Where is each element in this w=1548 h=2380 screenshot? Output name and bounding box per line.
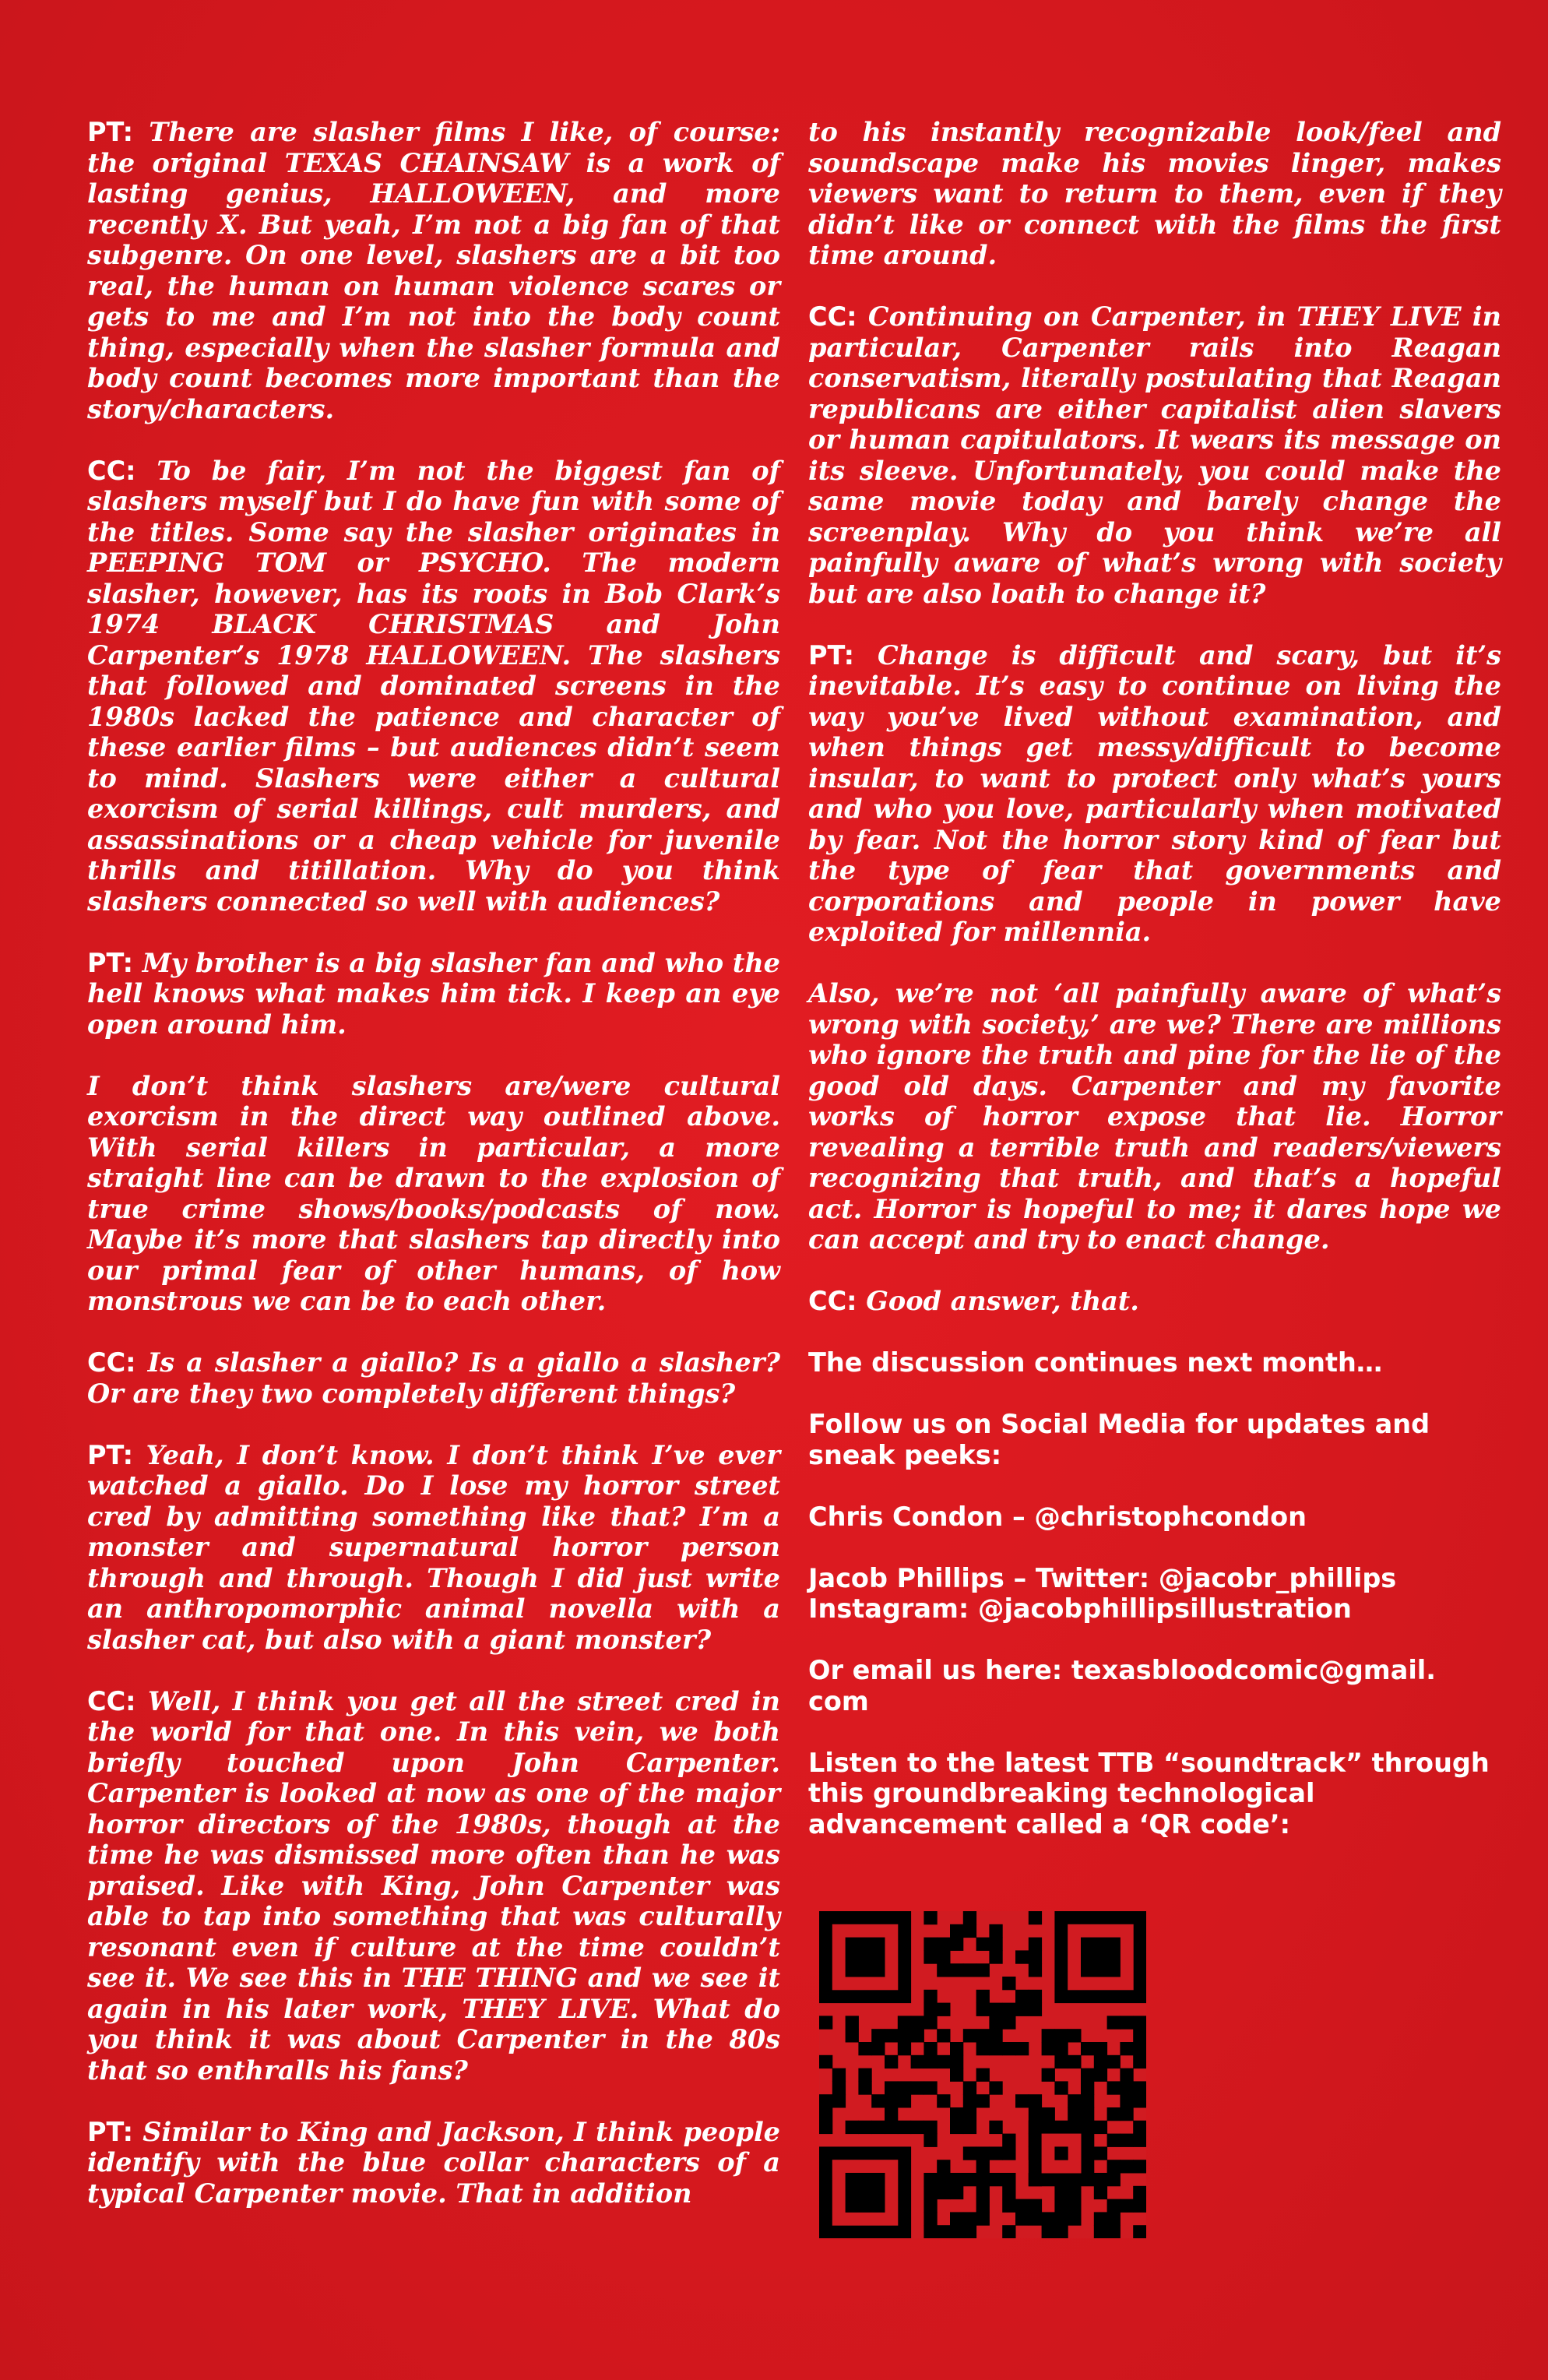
qr-module: [989, 2042, 1002, 2055]
qr-module: [1002, 1977, 1015, 1990]
qr-module: [898, 2081, 911, 2094]
paragraph-text: Well, I think you get all the street cred in the world for that one. In this vein, we both briefly touched upon John Carpenter. Carpenter is looked at now as one of the major horror directors of the 1980s, though at the time he was dismissed more often than he was praised. Like with King, John Carpenter was able to tap into something that was culturally resonant even if culture at the time couldn’t see it. We see this in THE THING and we see it again in his later work, THEY LIVE. What do you think it was about Carpenter in the 80s that so enthralls his fans?: [87, 1685, 780, 2086]
qr-module: [898, 2029, 911, 2042]
paragraph: [87, 1440, 780, 1656]
qr-module: [1042, 2107, 1055, 2121]
qr-module: [1081, 2042, 1094, 2055]
qr-module: [1054, 2199, 1068, 2213]
speaker-label: CC:: [808, 301, 857, 332]
qr-module: [1068, 2199, 1081, 2213]
jacob-social: [808, 1563, 1501, 1625]
qr-module: [1002, 2134, 1015, 2147]
paragraph-text: Continuing on Carpenter, in THEY LIVE in particular, Carpenter rails into Reagan conservatism, literally postulating that Reagan republicans are either capitalist alien slavers or human capitulators. It wears its message on its sleeve. Unfortunately, you could make the same movie today and barely change the screenplay. Why do you think we’re all painfully aware of what’s wrong with society but are also loath to change it?: [808, 301, 1501, 609]
qr-module: [898, 2016, 911, 2029]
follow-note: Follow us on Social Media for updates and sneak peeks:: [808, 1409, 1430, 1470]
qr-module: [976, 2094, 990, 2107]
qr-module: [1042, 2212, 1055, 2225]
qr-module: [1133, 2225, 1146, 2238]
qr-module: [924, 1938, 937, 1951]
qr-module: [1133, 2134, 1146, 2147]
qr-module: [1094, 2042, 1107, 2055]
paragraph-text: I don’t think slashers are/were cultural exorcism in the direct way outlined above. With serial killers in particular, a more straight line can be drawn to the explosion of true crime shows/books/podcasts of now. Maybe it’s more that slashers tap directly into our primal fear of other humans, of how monstrous we can be to each other.: [87, 1070, 780, 1316]
right-column: [808, 117, 1501, 1840]
qr-module: [1107, 2016, 1121, 2029]
paragraph-text: Yeah, I don’t know. I don’t think I’ve ever watched a giallo. Do I lose my horror street cred by admitting something like that? I’m a monster and supernatural horror person through and through. Though I did just write an anthropomorphic animal novella with a slasher cat, but also with a giant monster?: [87, 1439, 780, 1655]
qr-module: [1107, 2107, 1121, 2121]
qr-module: [885, 2107, 898, 2121]
qr-module: [871, 2042, 885, 2055]
chris-social: Chris Condon – @christophcondon: [808, 1501, 1307, 1532]
qr-module: [989, 2146, 1002, 2160]
qr-module: [1133, 2121, 1146, 2134]
qr-module: [1002, 2199, 1015, 2213]
qr-module: [924, 2212, 937, 2225]
paragraph: [808, 978, 1501, 1255]
qr-module: [1094, 2146, 1107, 2160]
qr-module: [937, 2186, 950, 2199]
qr-module: [976, 2199, 990, 2213]
qr-module: [1029, 1950, 1042, 1963]
qr-module: [1094, 2173, 1107, 2186]
paragraph-text: Change is difficult and scary, but it’s inevitable. It’s easy to continue on living the way you’ve lived without examination, and when things get messy/difficult to become insular, to want to protect only what’s yours and who you love, particularly when motivated by fear. Not the horror story kind of fear but the type of fear that governments and corporations and people in power have exploited for millennia.: [808, 639, 1501, 947]
paragraph-text: Also, we’re not ‘all painfully aware of what’s wrong with society,’ are we? There are millions who ignore the truth and pine for the lie of the good old days. Carpenter and my favorite works of horror expose that lie. Horror revealing a terrible truth and readers/viewers recognizing that truth, and that’s a hopeful act. Horror is hopeful to me; it dares hope we can accept and try to enact change.: [808, 978, 1501, 1255]
speaker-label: CC:: [87, 1685, 136, 1716]
paragraph: [87, 456, 780, 917]
qr-module: [1015, 2199, 1029, 2213]
qr-module: [976, 2003, 990, 2016]
qr-module: [1107, 2199, 1121, 2213]
qr-module: [924, 2134, 937, 2147]
qr-module: [963, 2107, 976, 2121]
speaker-label: PT:: [87, 117, 133, 147]
qr-module: [924, 1990, 937, 2003]
qr-module: [950, 1938, 963, 1951]
qr-module: [989, 2121, 1002, 2134]
qr-module: [911, 2055, 924, 2068]
qr-module: [950, 2042, 963, 2055]
qr-module: [911, 2121, 924, 2134]
qr-module: [950, 2068, 963, 2082]
paragraph: [808, 1286, 1501, 1317]
qr-module: [819, 2055, 832, 2068]
qr-module: [858, 2042, 871, 2055]
speaker-label: CC:: [87, 455, 136, 486]
qr-module: [989, 1950, 1002, 1963]
qr-module: [937, 2173, 950, 2186]
qr-module: [950, 2212, 963, 2225]
qr-module: [1107, 2212, 1121, 2225]
qr-module: [950, 2055, 963, 2068]
qr-module: [1029, 2003, 1042, 2016]
paragraph: [87, 2117, 780, 2209]
qr-module: [976, 1963, 990, 1977]
qr-module: [989, 2029, 1002, 2042]
qr-module: [950, 2186, 963, 2199]
qr-module: [1133, 2094, 1146, 2107]
qr-module: [1002, 2173, 1015, 2186]
qr-module: [976, 2173, 990, 2186]
paragraph-text: Good answer, that.: [866, 1286, 1139, 1316]
qr-module: [937, 1938, 950, 1951]
qr-module: [1094, 2225, 1107, 2238]
qr-module: [1002, 2146, 1015, 2160]
qr-module: [832, 2081, 846, 2094]
qr-module: [885, 2055, 898, 2068]
speaker-label: PT:: [87, 1439, 133, 1470]
qr-module: [1029, 2212, 1042, 2225]
paragraph-text: Similar to King and Jackson, I think people identify with the blue collar characters of a typical Carpenter movie. That in addition: [87, 2116, 780, 2209]
speaker-label: CC:: [808, 1286, 857, 1316]
qr-module: [963, 2081, 976, 2094]
qr-module: [976, 1938, 990, 1951]
speaker-label: PT:: [87, 2116, 133, 2147]
paragraph: [87, 1347, 780, 1409]
qr-module: [1081, 1938, 1121, 1977]
qr-module: [1107, 2225, 1121, 2238]
qr-module: [898, 2042, 911, 2055]
qr-module: [1120, 2094, 1133, 2107]
qr-module: [1029, 2094, 1042, 2107]
qr-module: [976, 2186, 990, 2199]
qr-module: [1054, 2225, 1068, 2238]
qr-module: [885, 2081, 898, 2094]
qr-module: [963, 2173, 976, 2186]
qr-module: [1015, 2212, 1029, 2225]
qr-module: [871, 2029, 885, 2042]
qr-module: [989, 2016, 1002, 2029]
qr-module: [898, 2094, 911, 2107]
qr-module: [963, 2029, 976, 2042]
qr-module: [1133, 2029, 1146, 2042]
qr-module: [1133, 2042, 1146, 2055]
qr-module: [1015, 2003, 1029, 2016]
email-note: Or email us here: texasbloodcomic@gmail. com: [808, 1655, 1437, 1716]
paragraph-text: To be fair, I’m not the biggest fan of slashers myself but I do have fun with some of the titles. Some say the slasher originates in PEEPING TOM or PSYCHO. The modern slasher, however, has its roots in Bob Clark’s 1974 BLACK CHRISTMAS and John Carpenter’s 1978 HALLOWEEN. The slashers that followed and dominated screens in the 1980s lacked the patience and character of these earlier films – but audiences didn’t seem to mind. Slashers were either a cultural exorcism of serial killings, cult murders, and assassinations or a cheap vehicle for juvenile thrills and titillation. Why do you think slashers connected so well with audiences?: [87, 455, 780, 917]
qr-module: [846, 2016, 859, 2029]
qr-module: [924, 2199, 937, 2213]
qr-module: [858, 2068, 871, 2082]
qr-module: [1068, 2029, 1081, 2042]
qr-module: [963, 2212, 976, 2225]
qr-module: [950, 2107, 963, 2121]
qr-module: [1002, 2003, 1015, 2016]
qr-module: [1120, 2199, 1133, 2213]
qr-module: [1094, 2212, 1107, 2225]
qr-module: [846, 2029, 859, 2042]
qr-module: [924, 2016, 937, 2029]
qr-module: [963, 1963, 976, 1977]
qr-module: [885, 2121, 898, 2134]
qr-module: [858, 2121, 871, 2134]
qr-module: [976, 2029, 990, 2042]
qr-module: [976, 2146, 990, 2160]
qr-module: [871, 2121, 885, 2134]
qr-module: [924, 2173, 937, 2186]
qr-module: [1054, 2146, 1068, 2160]
paragraph-text: There are slasher films I like, of course: the original TEXAS CHAINSAW is a work of lasting genius, HALLOWEEN, and more recently X. But yeah, I’m not a big fan of that subgenre. On one level, slashers are a bit too real, the human on human violence scares or gets to me and I’m not into the body count thing, especially when the slasher formula and body count becomes more important than the story/characters.: [87, 117, 780, 424]
qr-module: [871, 2094, 885, 2107]
qr-module: [1054, 2186, 1068, 2199]
qr-module: [989, 1924, 1002, 1938]
qr-module: [1094, 2186, 1107, 2199]
qr-module: [846, 1938, 885, 1977]
qr-module: [1015, 2094, 1029, 2107]
qr-module: [1081, 2081, 1094, 2094]
qr-module: [1120, 2134, 1133, 2147]
qr-module: [937, 2055, 950, 2068]
qr-module: [1120, 2068, 1133, 2082]
qr-module: [924, 2186, 937, 2199]
qr-module: [1107, 2173, 1121, 2186]
qr-module: [1002, 2042, 1015, 2055]
continues-note: The discussion continues next month…: [808, 1347, 1383, 1378]
qr-module: [924, 1911, 937, 1924]
qr-module: [989, 2173, 1002, 2186]
qr-module: [1054, 2081, 1068, 2094]
qr-module: [1120, 2107, 1133, 2121]
qr-module: [1081, 2107, 1094, 2121]
qr-module: [976, 2042, 990, 2055]
qr-module: [832, 2094, 846, 2107]
qr-module: [1029, 2199, 1042, 2213]
listen-note: Listen to the latest TTB “soundtrack” through this groundbreaking technological advancement called a ‘QR code’:: [808, 1747, 1490, 1840]
qr-module: [1015, 2042, 1029, 2055]
qr-module: [1107, 2081, 1121, 2094]
qr-module: [819, 2016, 832, 2029]
qr-module: [937, 1950, 950, 1963]
qr-module: [1133, 2055, 1146, 2068]
qr-module: [898, 2121, 911, 2134]
qr-module: [989, 2003, 1002, 2016]
qr-module: [911, 2029, 924, 2042]
qr-module: [1133, 2186, 1146, 2199]
paragraph: [87, 117, 780, 424]
paragraph: [87, 1686, 780, 2086]
qr-module: [819, 2094, 832, 2107]
qr-module: [950, 2121, 963, 2134]
qr-module: [1120, 2081, 1133, 2094]
qr-module: [924, 2081, 937, 2094]
qr-code-icon[interactable]: [819, 1911, 1146, 2238]
qr-module: [832, 2068, 846, 2082]
qr-module: [1015, 1950, 1029, 1963]
qr-module: [1054, 2055, 1068, 2068]
qr-module: [1068, 2186, 1081, 2199]
qr-module: [1120, 2016, 1133, 2029]
qr-module: [924, 2003, 937, 2016]
qr-module: [1042, 2068, 1055, 2082]
paragraph: [808, 640, 1501, 948]
left-column: [87, 117, 780, 2209]
qr-module: [846, 2173, 885, 2213]
qr-module: [937, 2094, 950, 2107]
paragraph: [87, 1071, 780, 1317]
qr-module: [989, 2081, 1002, 2094]
qr-module: [1029, 1911, 1042, 1924]
qr-module: [937, 2029, 950, 2042]
qr-module: [1133, 2160, 1146, 2173]
qr-module: [1133, 2081, 1146, 2094]
qr-module: [1068, 2094, 1081, 2107]
qr-module: [1029, 1990, 1042, 2003]
qr-module: [911, 2016, 924, 2029]
qr-module: [950, 1924, 963, 1938]
qr-module: [819, 2107, 832, 2121]
qr-module: [1002, 2186, 1015, 2199]
jacob-twitter: Jacob Phillips – Twitter: @jacobr_phillips: [808, 1562, 1397, 1593]
paragraph: [87, 948, 780, 1040]
qr-module: [1054, 2212, 1068, 2225]
qr-module: [963, 2094, 976, 2107]
qr-module: [846, 2121, 859, 2134]
qr-module: [924, 2121, 937, 2134]
qr-module: [1133, 2016, 1146, 2029]
speaker-label: PT:: [87, 947, 133, 978]
qr-module: [1107, 2134, 1121, 2147]
qr-module: [1054, 2042, 1068, 2055]
qr-module: [989, 1938, 1002, 1951]
qr-module: [1002, 2016, 1015, 2029]
qr-module: [1081, 2094, 1094, 2107]
qr-module: [950, 1963, 963, 1977]
qr-module: [1042, 2042, 1055, 2055]
qr-module: [1120, 2042, 1133, 2055]
qr-module: [976, 2068, 990, 2082]
qr-module: [1094, 2121, 1107, 2134]
qr-module: [1029, 1938, 1042, 1951]
qr-module: [1094, 2055, 1107, 2068]
qr-module: [1068, 2107, 1081, 2121]
qr-module: [924, 1950, 937, 1963]
qr-module: [1054, 2029, 1068, 2042]
qr-module: [976, 2160, 990, 2173]
qr-module: [1029, 1963, 1042, 1977]
qr-module: [950, 2225, 963, 2238]
qr-module: [885, 2094, 898, 2107]
qr-module: [963, 1924, 976, 1938]
qr-module: [819, 2121, 832, 2134]
qr-module: [1042, 2029, 1055, 2042]
qr-module: [1068, 2212, 1081, 2225]
qr-module: [937, 2225, 950, 2238]
qr-module: [1068, 2055, 1081, 2068]
qr-module: [976, 2212, 990, 2225]
qr-module: [1002, 2225, 1015, 2238]
paragraph-text: to his instantly recognizable look/feel and soundscape make his movies linger, makes viewers want to return to them, even if they didn’t like or connect with the films the first time around.: [808, 117, 1501, 270]
qr-module: [1015, 1990, 1029, 2003]
paragraph-text: My brother is a big slasher fan and who the hell knows what makes him tick. I keep an eye open around him.: [87, 947, 780, 1040]
speaker-label: PT:: [808, 639, 854, 671]
qr-module: [1107, 2055, 1121, 2068]
qr-module: [1133, 2199, 1146, 2213]
qr-module: [950, 2173, 963, 2186]
qr-module: [1081, 2068, 1094, 2082]
qr-module: [885, 2029, 898, 2042]
qr-module: [1094, 2068, 1107, 2082]
qr-module: [963, 2225, 976, 2238]
qr-module: [1107, 2160, 1121, 2173]
qr-module: [937, 2003, 950, 2016]
qr-module: [937, 1963, 950, 1977]
qr-module: [911, 2081, 924, 2094]
qr-module: [963, 1911, 976, 1924]
qr-module: [924, 2055, 937, 2068]
jacob-instagram: Instagram: @jacobphillipsillustration: [808, 1593, 1352, 1624]
qr-module: [924, 2042, 937, 2055]
qr-module: [1029, 2107, 1042, 2121]
paragraph: [808, 301, 1501, 609]
paragraph-text: Is a slasher a giallo? Is a giallo a slasher? Or are they two completely different things?: [87, 1347, 781, 1409]
qr-module: [1042, 2225, 1055, 2238]
paragraph: [808, 117, 1501, 271]
qr-module: [924, 2225, 937, 2238]
qr-module: [976, 1990, 990, 2003]
qr-module: [963, 2146, 976, 2160]
qr-module: [1120, 2160, 1133, 2173]
speaker-label: CC:: [87, 1347, 136, 1378]
qr-code-graphic: [819, 1911, 1146, 2238]
qr-module: [858, 2081, 871, 2094]
qr-module: [963, 2121, 976, 2134]
qr-module: [937, 2160, 950, 2173]
